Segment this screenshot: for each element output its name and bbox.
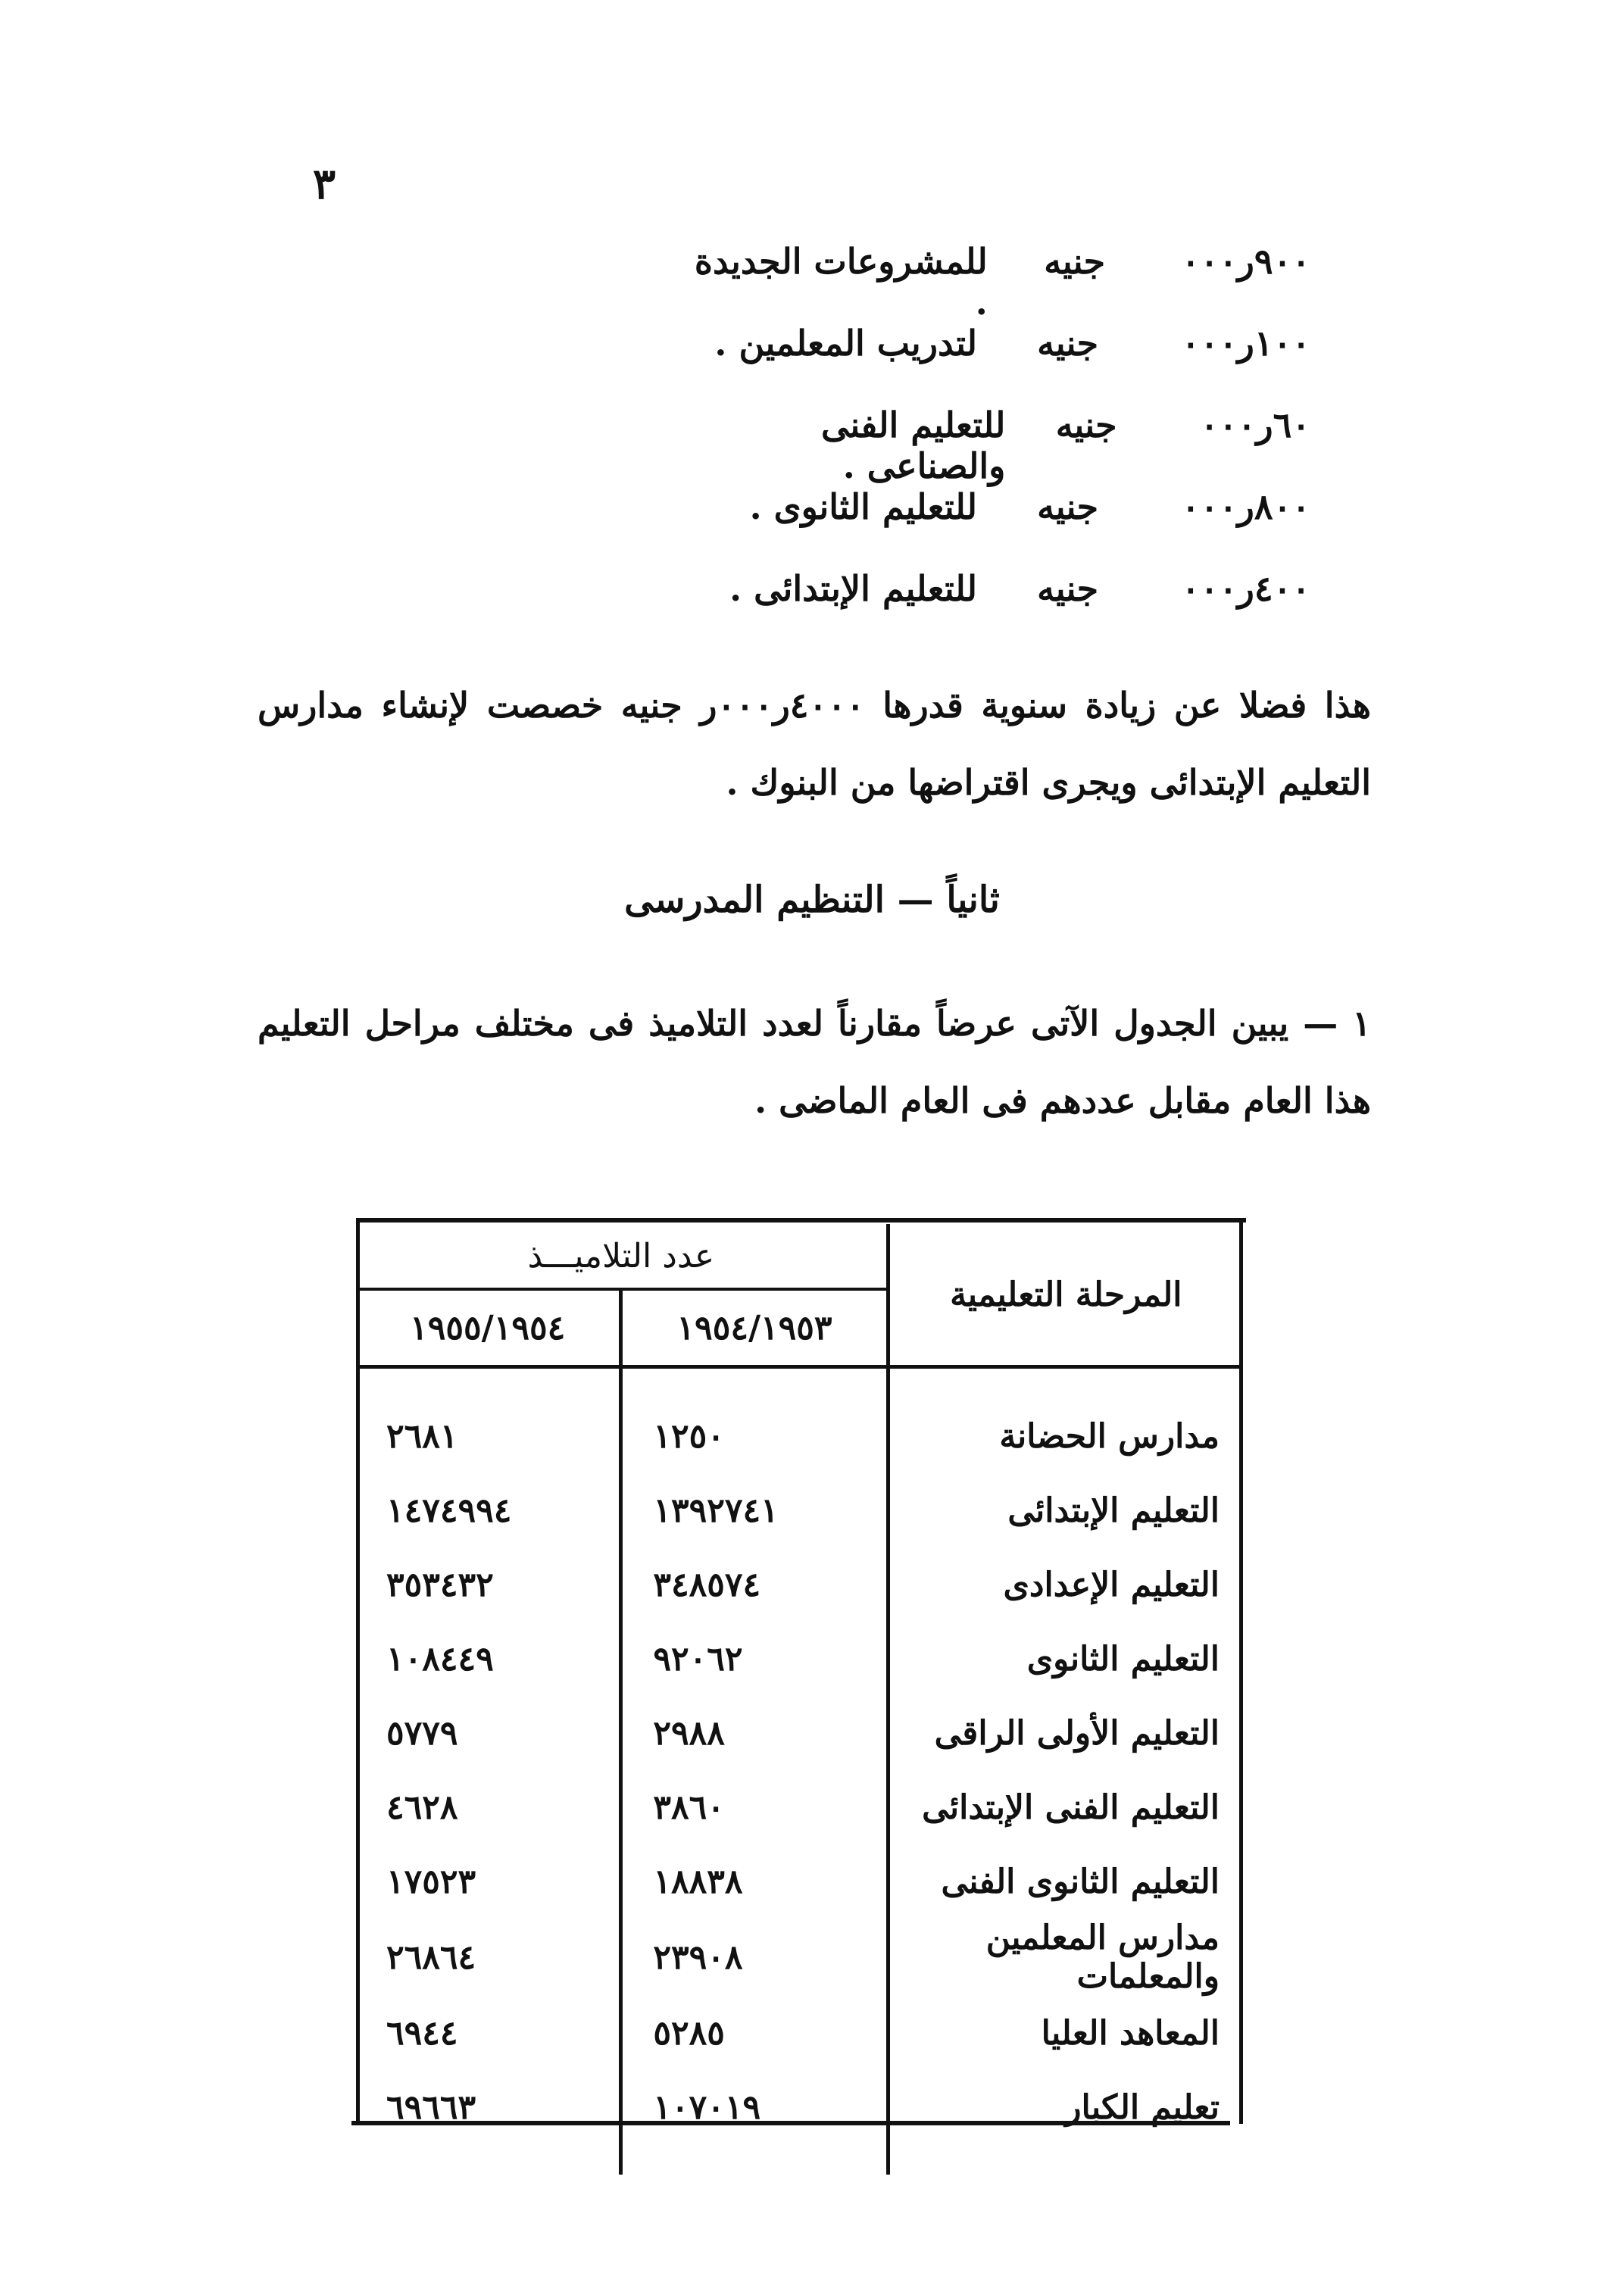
paragraph-budget-note: هذا فضلا عن زيادة سنوية قدرها ٤٠٠٠ر٠٠٠ر جنيه خصصت لإنشاء مدارس التعليم الإبتدائى ويجرى اقتراضها من البنوك .	[258, 685, 1371, 803]
budget-purpose: لتدريب المعلمين .	[714, 323, 977, 364]
stage-cell: التعليم الفنى الإبتدائى	[888, 1770, 1242, 1844]
paragraph-table-intro: ١ — يبين الجدول الآتى عرضاً مقارناً لعدد التلاميذ فى مختلف مراحل التعليم هذا العام مقابل عددهم فى العام الماضى .	[258, 1003, 1371, 1121]
budget-purpose: للتعليم الإبتدائى .	[729, 568, 977, 609]
stage-cell: التعليم الثانوى	[888, 1622, 1242, 1696]
table-row	[356, 1770, 1242, 1844]
year-1-cell: ٢٣٩٠٨	[621, 1919, 888, 1996]
budget-unit: جنيه	[1037, 486, 1098, 527]
budget-unit: جنيه	[1044, 241, 1106, 282]
stage-cell: مدارس المعلمين والمعلمات	[888, 1919, 1242, 1996]
year-2-cell: ٢٦٨١	[386, 1416, 458, 1456]
stage-column-header: المرحلة التعليمية	[888, 1224, 1242, 1367]
budget-list	[682, 241, 1310, 650]
year-1-cell: ٩٢٠٦٢	[621, 1622, 888, 1696]
budget-unit: جنيه	[1037, 323, 1098, 364]
budget-item	[682, 404, 1310, 486]
stage-cell: المعاهد العليا	[888, 1996, 1242, 2070]
year-2-cell: ٦٩٦٦٣	[386, 2087, 476, 2127]
stage-cell: التعليم الإعدادى	[888, 1547, 1242, 1622]
students-table	[356, 1224, 1242, 2175]
year-1-cell: ١٣٩٢٧٤١	[621, 1473, 888, 1547]
students-group-header: عدد التلاميـــذ	[356, 1224, 888, 1289]
budget-amount: ٤٠٠ر٠٠٠	[1181, 568, 1310, 609]
year-2-header: ١٩٥٥/١٩٥٤	[356, 1289, 621, 1367]
budget-unit: جنيه	[1037, 568, 1098, 609]
stage-cell: التعليم الثانوى الفنى	[888, 1844, 1242, 1919]
year-1-cell: ١٢٥٠	[621, 1367, 888, 1474]
year-2-cell: ٤٦٢٨	[386, 1788, 458, 1827]
budget-purpose: للتعليم الثانوى .	[749, 486, 977, 527]
table-right-rule	[1239, 1218, 1243, 2124]
budget-amount: ٦٠ر٠٠٠	[1200, 404, 1310, 445]
year-1-cell: ٥٢٨٥	[621, 1996, 888, 2070]
budget-amount: ٩٠٠ر٠٠٠	[1181, 241, 1310, 282]
year-2-cell: ٢٦٨٦٤	[386, 1938, 476, 1977]
year-1-cell: ١٠٧٠١٩	[621, 2070, 888, 2175]
year-2-cell: ١٤٧٤٩٩٤	[386, 1491, 512, 1530]
table-row	[356, 1996, 1242, 2070]
budget-unit: جنيه	[1055, 404, 1117, 445]
table-row	[356, 1473, 1242, 1547]
table-row	[356, 1367, 1242, 1474]
table-row	[356, 1844, 1242, 1919]
page-number: ٣	[312, 159, 336, 209]
table-left-rule	[356, 1218, 360, 2124]
budget-item	[682, 323, 1310, 404]
year-1-cell: ٣٨٦٠	[621, 1770, 888, 1844]
year-1-cell: ١٨٨٣٨	[621, 1844, 888, 1919]
year-2-cell: ٦٩٤٤	[386, 2013, 458, 2053]
year-2-cell: ١٧٥٢٣	[386, 1862, 476, 1901]
stage-cell: تعليم الكبار	[888, 2070, 1242, 2175]
budget-amount: ١٠٠ر٠٠٠	[1181, 323, 1310, 364]
stage-cell: التعليم الإبتدائى	[888, 1473, 1242, 1547]
section-heading: ثانياً — التنظيم المدرسى	[624, 879, 1000, 921]
year-2-cell: ٥٧٧٩	[386, 1713, 458, 1753]
budget-amount: ٨٠٠ر٠٠٠	[1181, 486, 1310, 527]
stage-cell: التعليم الأولى الراقى	[888, 1696, 1242, 1770]
year-2-cell: ٣٥٣٤٣٢	[386, 1565, 494, 1604]
table-row	[356, 1919, 1242, 1996]
budget-purpose: للمشروعات الجديدة .	[694, 241, 988, 323]
table-row	[356, 1547, 1242, 1622]
table-row	[356, 1622, 1242, 1696]
table-row	[356, 1696, 1242, 1770]
year-1-cell: ٢٩٨٨	[621, 1696, 888, 1770]
year-2-cell: ١٠٨٤٤٩	[386, 1639, 494, 1678]
budget-item	[682, 568, 1310, 650]
budget-item	[682, 486, 1310, 568]
year-1-cell: ٣٤٨٥٧٤	[621, 1547, 888, 1622]
year-1-header: ١٩٥٤/١٩٥٣	[621, 1289, 888, 1367]
budget-purpose: للتعليم الفنى والصناعى .	[821, 404, 1006, 486]
table-bottom-rule	[351, 2121, 1230, 2125]
budget-item	[682, 241, 1310, 323]
stage-cell: مدارس الحضانة	[888, 1367, 1242, 1474]
